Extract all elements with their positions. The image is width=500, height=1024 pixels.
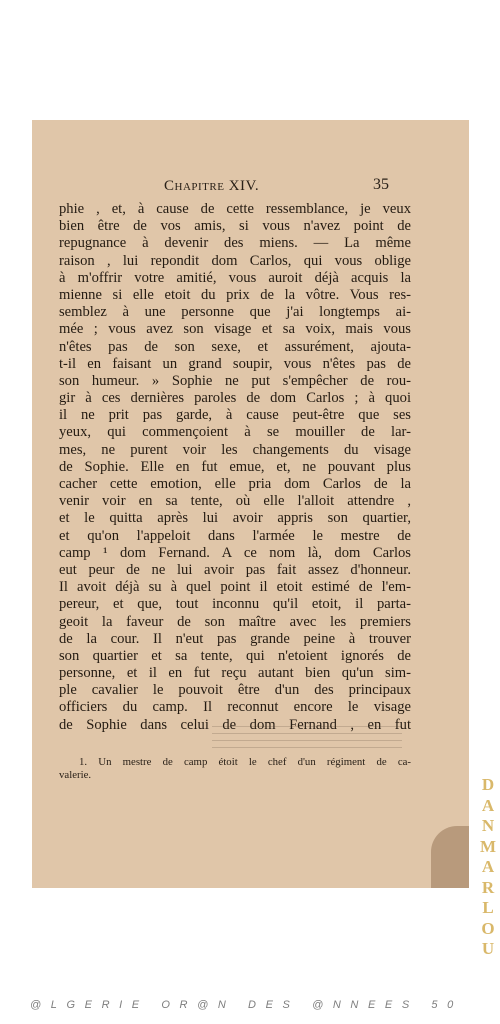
- text-line: semblez à une personne que j'ai longtemps ai-: [59, 304, 411, 321]
- text-line: venir voir en sa tente, où elle l'alloit attendre ,: [59, 493, 411, 510]
- watermark-letter: R: [481, 877, 495, 897]
- show-through-text: [212, 726, 402, 752]
- footnote: [59, 756, 411, 782]
- text-line: repugnance à devenir des miens. — La même: [59, 235, 411, 252]
- body-text: [59, 201, 411, 734]
- watermark-letter: U: [481, 939, 495, 958]
- text-line: à m'offrir votre amitié, vous auroit déjà acquis la: [59, 269, 411, 286]
- text-line: geoit la faveur de son maître avec les premiers: [59, 613, 411, 630]
- watermark-letter: N: [481, 816, 495, 835]
- text-line: Il avoit déjà su à quel point il etoit estimé de l'em-: [59, 579, 411, 596]
- text-line: mée ; vous avez son visage et sa voix, mais vous: [59, 321, 411, 338]
- bottom-banner: @LGERIE OR@N DES @NNEES 50: [30, 999, 463, 1011]
- text-line: ple cavalier le pouvoit être d'un des principaux: [59, 682, 411, 699]
- text-line: cacher cette emotion, elle pria dom Carlos de la: [59, 476, 411, 492]
- text-line: personne, et il en fut reçu autant bien qu'un sim-: [59, 665, 411, 682]
- text-line: eut peur de ne lui avoir pas fait assez d'honneur.: [59, 561, 411, 578]
- text-line: raison , lui repondit dom Carlos, qui vous oblige: [59, 252, 411, 269]
- text-line: gir à ces dernières paroles de dom Carlos ; à quoi: [59, 390, 411, 407]
- text-line: et le quitta après lui avoir appris son quartier,: [59, 510, 411, 527]
- watermark-letter: D: [481, 775, 495, 794]
- text-line: mes, ne purent voir les changements du visage: [59, 441, 411, 458]
- text-line: son humeur. » Sophie ne put s'empêcher de rou-: [59, 372, 411, 389]
- text-line: yeux, qui commençoient à se mouiller de lar-: [59, 424, 411, 441]
- text-line: il ne prit pas garde, à cause peut-être que ses: [59, 407, 411, 424]
- footnote-line: valerie.: [59, 769, 92, 781]
- text-line: mienne si elle etoit du prix de la vôtre. Vous res-: [59, 286, 411, 303]
- text-line: de la cour. Il n'eut pas grande peine à trouver: [59, 630, 411, 647]
- scanned-book-page: [32, 120, 469, 888]
- watermark-letter: A: [481, 795, 495, 815]
- chapter-title: Chapitre XIV.: [164, 178, 260, 194]
- watermark-letter: M: [479, 836, 497, 856]
- page-number: 35: [373, 176, 389, 193]
- text-line: phie , et, à cause de cette ressemblance, je veux: [59, 201, 411, 217]
- text-line: et qu'on l'appeloit dans l'armée le mestre de: [59, 527, 411, 544]
- text-line: de Sophie dans celui de dom Fernand , en fut: [59, 716, 411, 733]
- text-line: son quartier et sa tente, qui n'etoient ignorés de: [59, 647, 411, 664]
- footnote-line: 1. Un mestre de camp étoit le chef d'un régiment de ca-: [79, 756, 411, 768]
- watermark-letter: L: [482, 898, 494, 917]
- text-line: n'êtes pas de son sexe, et assurément, ajouta-: [59, 338, 411, 355]
- text-line: bien être de vos amis, si vous n'avez point de: [59, 218, 411, 235]
- text-line: officiers du camp. Il reconnut encore le visage: [59, 699, 411, 716]
- watermark-letter: O: [481, 918, 495, 938]
- text-line: camp ¹ dom Fernand. A ce nom là, dom Carlos: [59, 544, 411, 561]
- text-line: de Sophie. Elle en fut emue, et, ne pouvant plus: [59, 458, 411, 475]
- running-head: [32, 176, 469, 196]
- watermark-letter: A: [481, 857, 495, 876]
- text-line: t-il en faisant un grand soupir, vous n'êtes pas de: [59, 355, 411, 372]
- watermark-vertical: [478, 775, 498, 960]
- text-line: pereur, et que, tout inconnu qu'il etoit, il parta-: [59, 596, 411, 613]
